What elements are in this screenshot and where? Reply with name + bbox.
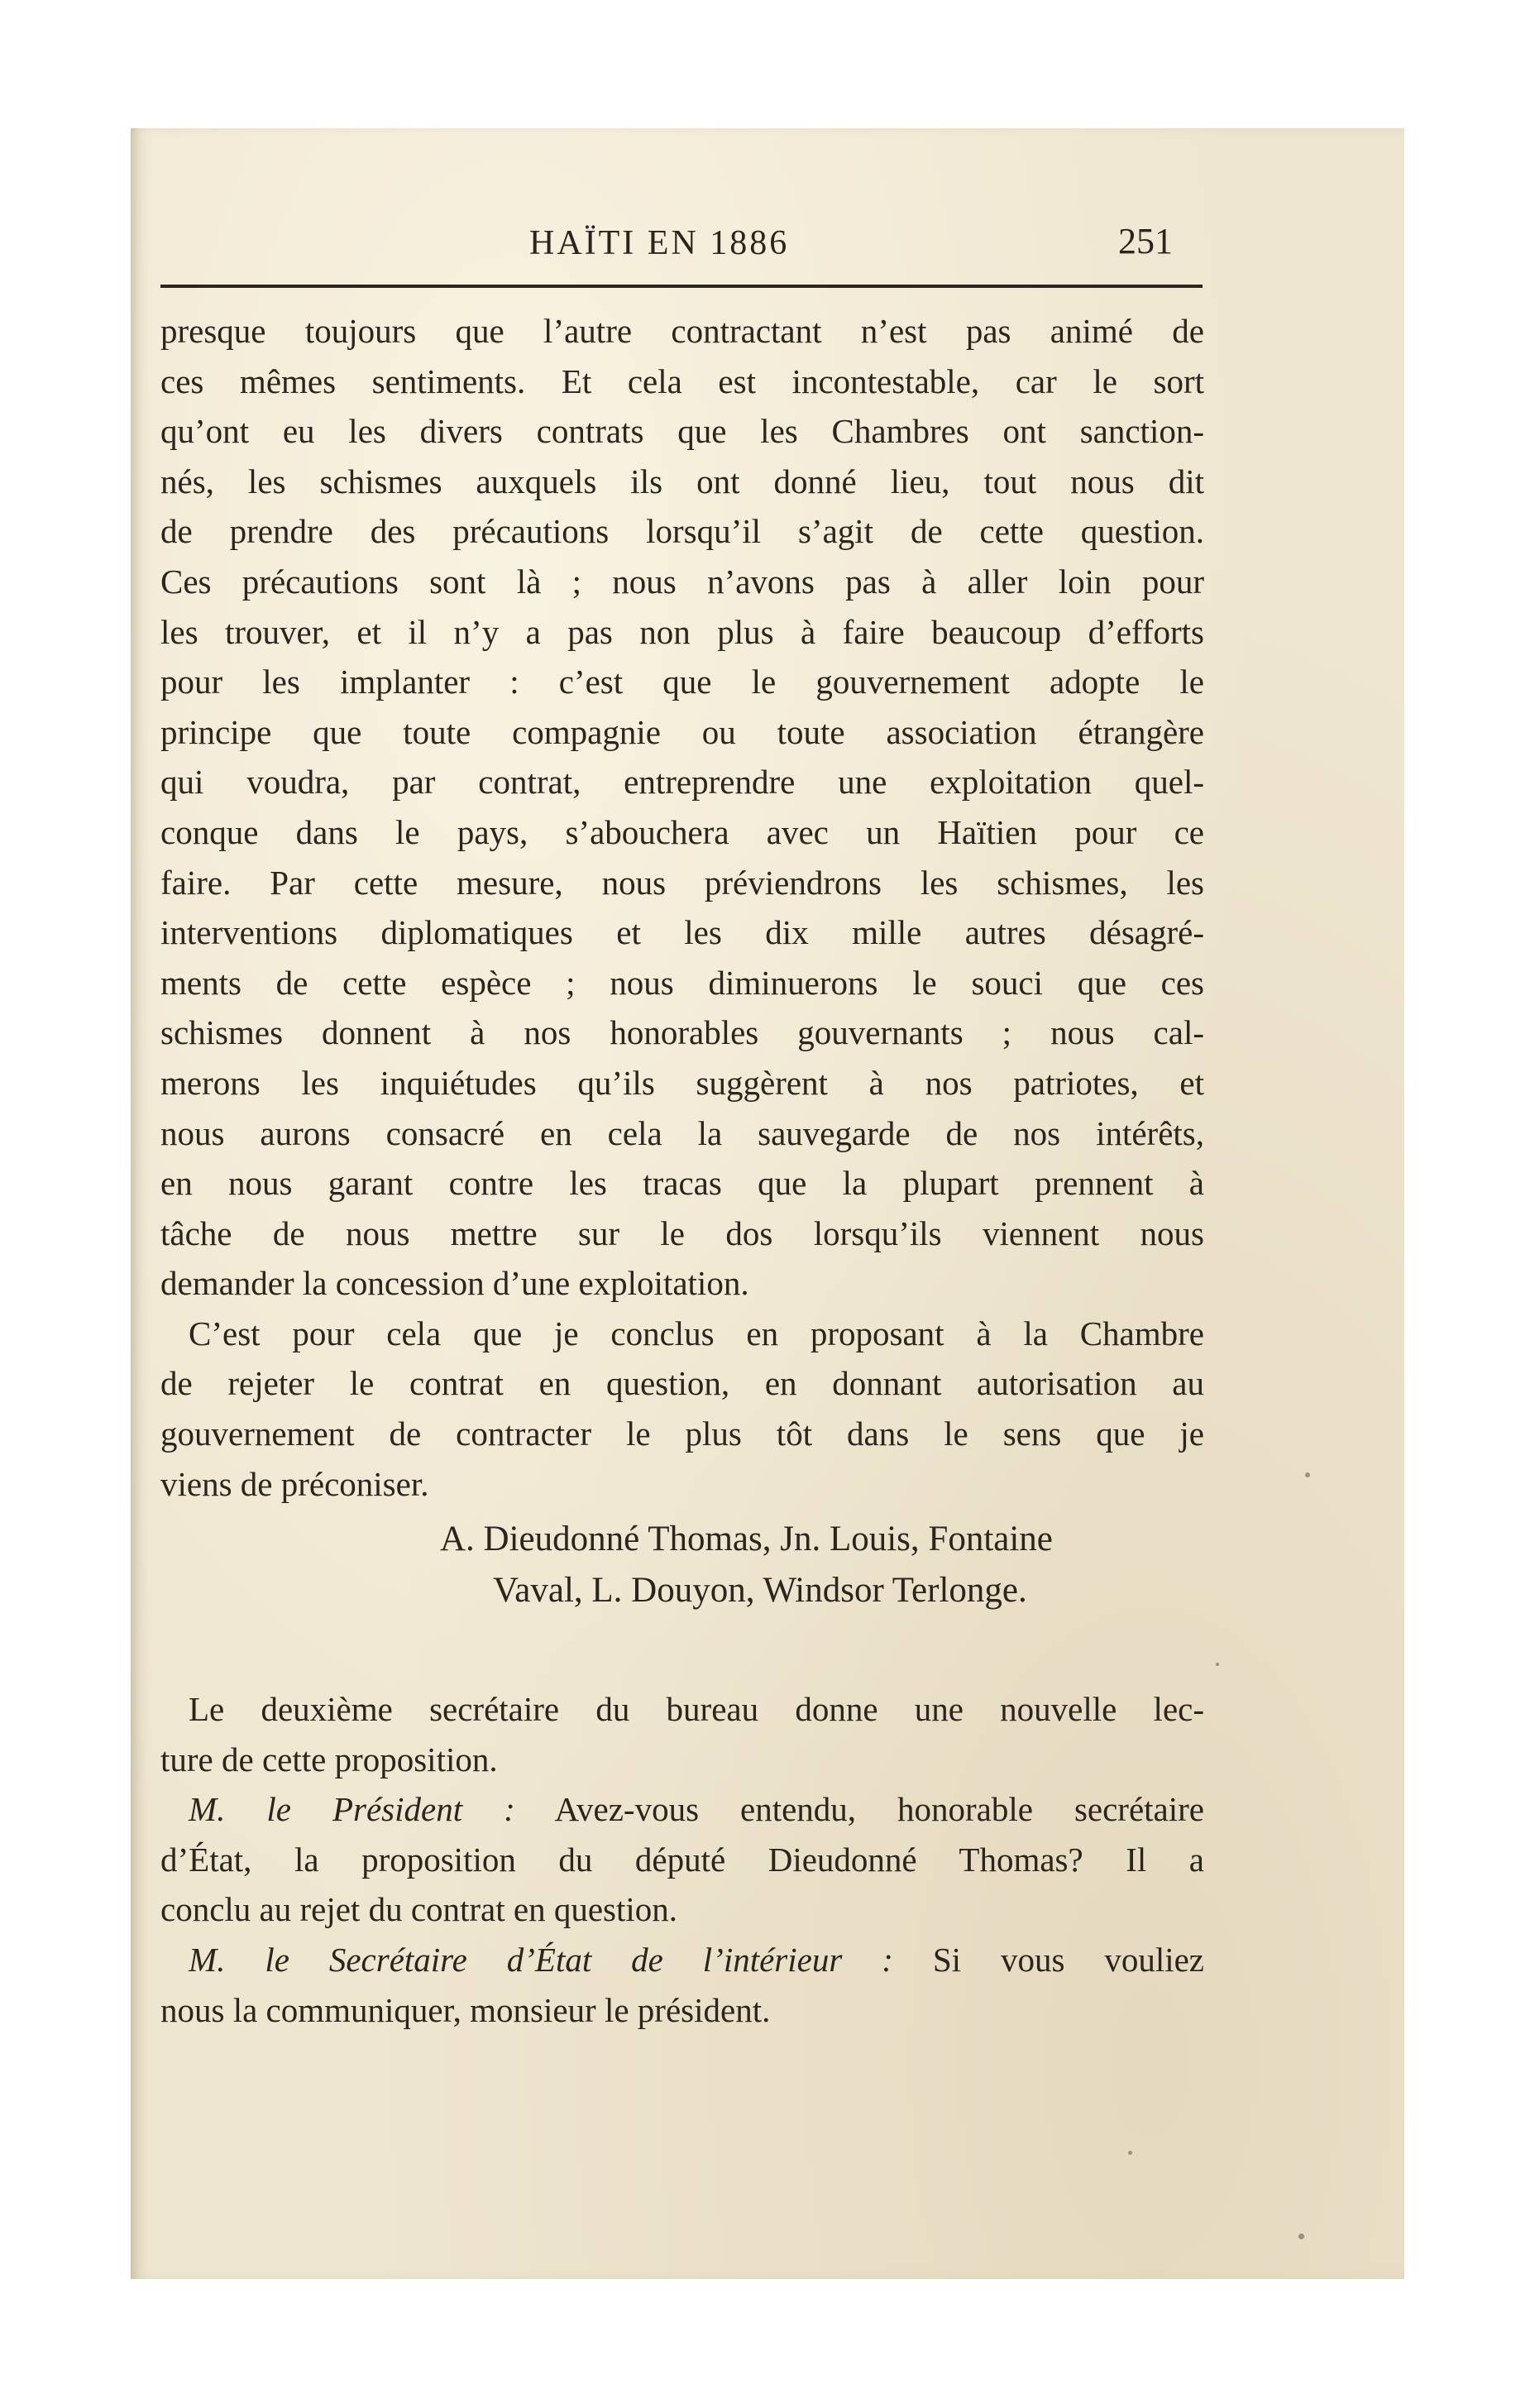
text-line: d’État, la proposition du député Dieudonné Thomas? Il a [160, 1840, 1204, 1879]
text-line: les trouver, et il n’y a pas non plus à faire beaucoup d’efforts [160, 612, 1204, 651]
text-line [160, 1935, 1204, 1985]
text-line: de rejeter le contrat en question, en donnant autorisation au [160, 1364, 1204, 1403]
text-line: ces mêmes sentiments. Et cela est incontestable, car le sort [160, 361, 1204, 400]
signatories [440, 1514, 1201, 1616]
text-line: tâche de nous mettre sur le dos lorsqu’ils viennent nous [160, 1214, 1204, 1252]
speech-text: Si vous vouliez [892, 1940, 1205, 1979]
signatory-line: Vaval, L. Douyon, Windsor Terlonge. [493, 1571, 1027, 1610]
text-line: nés, les schismes auxquels ils ont donné lieu, tout nous dit [160, 462, 1204, 500]
running-head: HAÏTI EN 1886 [529, 224, 790, 262]
text-line: de prendre des précautions lorsqu’il s’agit de cette question. [160, 512, 1204, 551]
text-line: Ces précautions sont là ; nous n’avons pas à aller loin pour [160, 562, 1204, 601]
header-rule [160, 285, 1203, 288]
text-line: qu’ont eu les divers contrats que les Chambres ont sanction- [160, 412, 1204, 451]
page-number: 251 [1118, 221, 1173, 261]
debate-text [160, 1684, 1204, 2035]
text-line: C’est pour cela que je conclus en proposant à la Chambre [189, 1314, 1204, 1352]
text-line: qui voudra, par contrat, entreprendre une exploitation quel- [160, 763, 1204, 802]
text-line: gouvernement de contracter le plus tôt dans le sens que je [160, 1415, 1204, 1453]
text-line: merons les inquiétudes qu’ils suggèrent à nos patriotes, et [160, 1063, 1204, 1102]
text-line: interventions diplomatiques et les dix mille autres désagré- [160, 913, 1204, 952]
speaker-label: M. le Président : [189, 1790, 515, 1829]
text-line: viens de préconiser. [160, 1464, 429, 1503]
text-line: pour les implanter : c’est que le gouvernement adopte le [160, 663, 1204, 701]
text-line: demander la concession d’une exploitation. [160, 1264, 749, 1303]
report-text [160, 306, 1204, 1509]
text-line: schismes donnent à nos honorables gouvernants ; nous cal- [160, 1013, 1204, 1052]
text-line: ture de cette proposition. [160, 1740, 498, 1778]
text-line: faire. Par cette mesure, nous préviendrons les schismes, les [160, 863, 1204, 902]
text-line: conque dans le pays, s’abouchera avec un Haïtien pour ce [160, 812, 1204, 851]
paper-speck [1305, 1472, 1310, 1477]
paper-speck [1216, 1663, 1219, 1666]
text-line: conclu au rejet du contrat en question. [160, 1890, 678, 1929]
text-line [160, 1784, 1204, 1835]
paper-speck [1128, 2151, 1132, 2155]
speaker-label: M. le Secrétaire d’État de l’intérieur : [189, 1940, 893, 1979]
text-line: nous aurons consacré en cela la sauvegarde de nos intérêts, [160, 1113, 1204, 1152]
text-line: presque toujours que l’autre contractant n’est pas animé de [160, 312, 1204, 350]
text-line: en nous garant contre les tracas que la plupart prennent à [160, 1164, 1204, 1203]
paper-speck [1298, 2233, 1304, 2239]
text-line: ments de cette espèce ; nous diminuerons le souci que ces [160, 963, 1204, 1002]
signatory-line: A. Dieudonné Thomas, Jn. Louis, Fontaine [440, 1520, 1053, 1558]
text-line: nous la communiquer, monsieur le président. [160, 1990, 771, 2029]
text-line: principe que toute compagnie ou toute association étrangère [160, 712, 1204, 751]
text-line: Le deuxième secrétaire du bureau donne une nouvelle lec- [189, 1690, 1204, 1728]
speech-text: Avez-vous entendu, honorable secrétaire [514, 1790, 1204, 1829]
